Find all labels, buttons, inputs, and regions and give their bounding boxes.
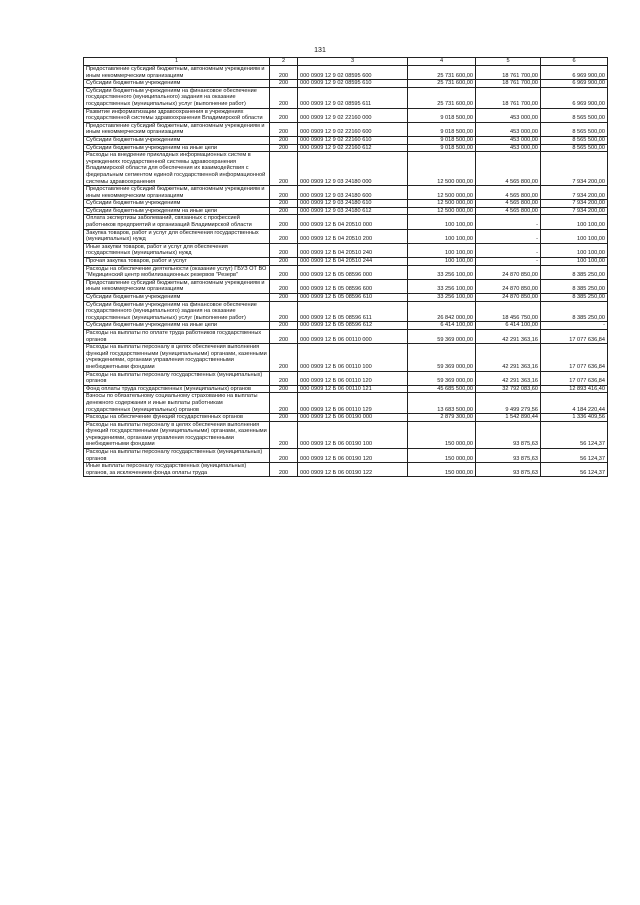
row-classification-code-cell: 000 0909 12 Б 05 08596 600 <box>298 279 408 293</box>
row-classification-code-cell: 000 0909 12 9 02 22160 000 <box>298 108 408 122</box>
row-unexecuted-amount-cell: 100 100,00 <box>541 215 608 229</box>
row-classification-code-cell: 000 0909 12 Б 06 00110 000 <box>298 329 408 343</box>
row-executed-amount-cell: 93 875,63 <box>476 421 541 448</box>
row-classification-code-cell: 000 0909 12 Б 04 20510 240 <box>298 243 408 257</box>
row-classification-code-cell: 000 0909 12 9 02 08595 611 <box>298 87 408 108</box>
row-classification-code-cell: 000 0909 12 Б 06 00190 120 <box>298 449 408 463</box>
row-classification-code-cell: 000 0909 12 9 02 08595 610 <box>298 80 408 88</box>
row-line-code-cell: 200 <box>270 463 298 477</box>
row-line-code-cell: 200 <box>270 229 298 243</box>
row-approved-amount-cell: 25 731 600,00 <box>408 80 476 88</box>
row-line-code-cell: 200 <box>270 279 298 293</box>
table-row <box>84 265 608 279</box>
row-classification-code-cell: 000 0909 12 9 02 08595 600 <box>298 66 408 80</box>
row-approved-amount-cell: 150 000,00 <box>408 449 476 463</box>
table-row <box>84 463 608 477</box>
row-name-cell: Субсидии бюджетным учреждениям на финансовое обеспечение государственного (муниципального) задания на оказание государственных (муниципальных) услуг (выполнение работ) <box>84 301 270 322</box>
row-executed-amount-cell: - <box>476 215 541 229</box>
row-name-cell: Взносы по обязательному социальному страхованию на выплаты денежного содержания и иные выплаты работникам государственных (муниципальных) органов <box>84 393 270 414</box>
row-unexecuted-amount-cell: 100 100,00 <box>541 243 608 257</box>
row-executed-amount-cell: - <box>476 258 541 266</box>
row-unexecuted-amount-cell: 8 565 500,00 <box>541 108 608 122</box>
row-executed-amount-cell: 4 565 800,00 <box>476 152 541 186</box>
table-row <box>84 229 608 243</box>
row-name-cell: Расходы на выплаты персоналу в целях обеспечения выполнения функций государственными (муниципальными) органами, казенными учреждениями, органами управления государственными внебюджетными фондами <box>84 344 270 371</box>
row-name-cell: Предоставление субсидий бюджетным, автономным учреждениям и иным некоммерческим организациям <box>84 122 270 136</box>
row-approved-amount-cell: 45 685 500,00 <box>408 385 476 393</box>
row-line-code-cell: 200 <box>270 329 298 343</box>
table-row <box>84 108 608 122</box>
row-unexecuted-amount-cell: 6 969 900,00 <box>541 80 608 88</box>
row-classification-code-cell: 000 0909 12 Б 06 00110 100 <box>298 344 408 371</box>
row-executed-amount-cell: 6 414 100,00 <box>476 322 541 330</box>
row-executed-amount-cell: 4 565 800,00 <box>476 200 541 208</box>
row-line-code-cell: 200 <box>270 371 298 385</box>
row-executed-amount-cell: 93 875,63 <box>476 463 541 477</box>
row-name-cell: Расходы на выплаты персоналу государственных (муниципальных) органов <box>84 449 270 463</box>
row-executed-amount-cell: 42 291 363,16 <box>476 344 541 371</box>
row-name-cell: Оплата экспертизы заболеваний, связанных с профессией работников предприятий и организаций Владимирской области <box>84 215 270 229</box>
row-executed-amount-cell: 453 000,00 <box>476 122 541 136</box>
row-classification-code-cell: 000 0909 12 Б 04 20510 200 <box>298 229 408 243</box>
table-row <box>84 136 608 144</box>
row-approved-amount-cell: 150 000,00 <box>408 421 476 448</box>
table-row <box>84 393 608 414</box>
table-row <box>84 322 608 330</box>
row-approved-amount-cell: 33 256 100,00 <box>408 279 476 293</box>
row-unexecuted-amount-cell: 8 385 250,00 <box>541 265 608 279</box>
row-approved-amount-cell: 6 414 100,00 <box>408 322 476 330</box>
row-approved-amount-cell: 59 369 000,00 <box>408 329 476 343</box>
row-unexecuted-amount-cell: 7 934 200,00 <box>541 207 608 215</box>
table-row <box>84 207 608 215</box>
row-line-code-cell: 200 <box>270 200 298 208</box>
table-row <box>84 144 608 152</box>
row-line-code-cell: 200 <box>270 144 298 152</box>
table-row <box>84 66 608 80</box>
row-executed-amount-cell: 24 870 850,00 <box>476 265 541 279</box>
table-row <box>84 279 608 293</box>
column-header-4: 4 <box>408 58 476 66</box>
row-classification-code-cell: 000 0909 12 Б 06 00110 129 <box>298 393 408 414</box>
row-approved-amount-cell: 9 018 500,00 <box>408 136 476 144</box>
row-classification-code-cell: 000 0909 12 Б 04 20510 000 <box>298 215 408 229</box>
row-executed-amount-cell: 453 000,00 <box>476 144 541 152</box>
row-executed-amount-cell: 453 000,00 <box>476 108 541 122</box>
row-name-cell: Субсидии бюджетным учреждениям <box>84 80 270 88</box>
row-unexecuted-amount-cell: 56 124,37 <box>541 463 608 477</box>
row-executed-amount-cell: 18 761 700,00 <box>476 80 541 88</box>
row-unexecuted-amount-cell: 4 184 220,44 <box>541 393 608 414</box>
row-classification-code-cell: 000 0909 12 Б 06 00190 100 <box>298 421 408 448</box>
table-row <box>84 80 608 88</box>
row-line-code-cell: 200 <box>270 152 298 186</box>
row-unexecuted-amount-cell: 8 385 250,00 <box>541 301 608 322</box>
row-executed-amount-cell: 32 792 083,60 <box>476 385 541 393</box>
row-unexecuted-amount-cell: 56 124,37 <box>541 421 608 448</box>
row-unexecuted-amount-cell: 100 100,00 <box>541 258 608 266</box>
row-line-code-cell: 200 <box>270 122 298 136</box>
table-row <box>84 258 608 266</box>
column-header-5: 5 <box>476 58 541 66</box>
row-executed-amount-cell: 1 542 890,44 <box>476 414 541 422</box>
row-line-code-cell: 200 <box>270 414 298 422</box>
row-unexecuted-amount-cell: 7 934 200,00 <box>541 200 608 208</box>
table-row <box>84 294 608 302</box>
row-line-code-cell: 200 <box>270 87 298 108</box>
row-classification-code-cell: 000 0909 12 Б 06 00190 000 <box>298 414 408 422</box>
row-unexecuted-amount-cell: 17 077 636,84 <box>541 371 608 385</box>
row-name-cell: Расходы на выплаты по оплате труда работников государственных органов <box>84 329 270 343</box>
row-line-code-cell: 200 <box>270 421 298 448</box>
row-line-code-cell: 200 <box>270 215 298 229</box>
row-name-cell: Предоставление субсидий бюджетным, автономным учреждениям и иным некоммерческим организациям <box>84 279 270 293</box>
table-row <box>84 344 608 371</box>
row-unexecuted-amount-cell: 8 385 250,00 <box>541 279 608 293</box>
row-executed-amount-cell: 9 499 279,56 <box>476 393 541 414</box>
row-name-cell: Расходы на внедрение прикладных информационных систем в учреждениях государственной системы здравоохранения Владимирской области для обеспечения их взаимодействия с федеральным сегментом единой государственной информационной системы здравоохранения <box>84 152 270 186</box>
row-classification-code-cell: 000 0909 12 9 02 22160 610 <box>298 136 408 144</box>
row-unexecuted-amount-cell: 8 385 250,00 <box>541 294 608 302</box>
row-approved-amount-cell: 150 000,00 <box>408 463 476 477</box>
row-line-code-cell: 200 <box>270 243 298 257</box>
row-executed-amount-cell: 453 000,00 <box>476 136 541 144</box>
row-executed-amount-cell: 42 291 363,16 <box>476 329 541 343</box>
row-line-code-cell: 200 <box>270 393 298 414</box>
row-name-cell: Прочая закупка товаров, работ и услуг <box>84 258 270 266</box>
row-line-code-cell: 200 <box>270 344 298 371</box>
row-executed-amount-cell: 42 291 363,16 <box>476 371 541 385</box>
table-row <box>84 449 608 463</box>
row-approved-amount-cell: 9 018 500,00 <box>408 122 476 136</box>
row-approved-amount-cell: 59 369 000,00 <box>408 344 476 371</box>
row-name-cell: Иные выплаты персоналу государственных (муниципальных) органов, за исключением фонда оплаты труда <box>84 463 270 477</box>
row-approved-amount-cell: 12 500 000,00 <box>408 207 476 215</box>
row-approved-amount-cell: 26 842 000,00 <box>408 301 476 322</box>
row-name-cell: Субсидии бюджетным учреждениям <box>84 136 270 144</box>
column-header-1: 1 <box>84 58 270 66</box>
row-executed-amount-cell: - <box>476 243 541 257</box>
row-classification-code-cell: 000 0909 12 Б 06 00190 122 <box>298 463 408 477</box>
row-classification-code-cell: 000 0909 12 Б 04 20510 244 <box>298 258 408 266</box>
row-name-cell: Предоставление субсидий бюджетным, автономным учреждениям и иным некоммерческим организациям <box>84 186 270 200</box>
table-row <box>84 329 608 343</box>
row-executed-amount-cell: 24 870 850,00 <box>476 294 541 302</box>
row-unexecuted-amount-cell: - <box>541 322 608 330</box>
table-header-row <box>84 58 608 66</box>
row-unexecuted-amount-cell: 12 893 416,40 <box>541 385 608 393</box>
row-approved-amount-cell: 100 100,00 <box>408 243 476 257</box>
table-row <box>84 122 608 136</box>
row-classification-code-cell: 000 0909 12 Б 06 00110 121 <box>298 385 408 393</box>
row-approved-amount-cell: 2 879 300,00 <box>408 414 476 422</box>
row-executed-amount-cell: - <box>476 229 541 243</box>
row-name-cell: Расходы на выплаты персоналу в целях обеспечения выполнения функций государственными (муниципальными) органами, казенными учреждениями, органами управления государственными внебюджетными фондами <box>84 421 270 448</box>
row-approved-amount-cell: 100 100,00 <box>408 258 476 266</box>
table-row <box>84 186 608 200</box>
column-header-2: 2 <box>270 58 298 66</box>
row-name-cell: Субсидии бюджетным учреждениям на иные цели <box>84 144 270 152</box>
table-row <box>84 87 608 108</box>
table-body <box>84 66 608 477</box>
row-name-cell: Расходы на выплаты персоналу государственных (муниципальных) органов <box>84 371 270 385</box>
row-approved-amount-cell: 100 100,00 <box>408 215 476 229</box>
row-approved-amount-cell: 25 731 600,00 <box>408 87 476 108</box>
row-unexecuted-amount-cell: 8 565 500,00 <box>541 144 608 152</box>
row-executed-amount-cell: 24 870 850,00 <box>476 279 541 293</box>
row-unexecuted-amount-cell: 8 565 500,00 <box>541 136 608 144</box>
column-header-3: 3 <box>298 58 408 66</box>
row-executed-amount-cell: 18 761 700,00 <box>476 66 541 80</box>
row-approved-amount-cell: 12 500 000,00 <box>408 200 476 208</box>
row-unexecuted-amount-cell: 7 934 200,00 <box>541 152 608 186</box>
row-name-cell: Предоставление субсидий бюджетным, автономным учреждениям и иным некоммерческим организациям <box>84 66 270 80</box>
row-line-code-cell: 200 <box>270 301 298 322</box>
table-row <box>84 371 608 385</box>
row-name-cell: Субсидии бюджетным учреждениям на финансовое обеспечение государственного (муниципального) задания на оказание государственных (муниципальных) услуг (выполнение работ) <box>84 87 270 108</box>
row-unexecuted-amount-cell: 56 124,37 <box>541 449 608 463</box>
row-line-code-cell: 200 <box>270 322 298 330</box>
table-row <box>84 152 608 186</box>
row-name-cell: Расходы на обеспечение функций государственных органов <box>84 414 270 422</box>
row-line-code-cell: 200 <box>270 80 298 88</box>
row-classification-code-cell: 000 0909 12 9 03 24180 612 <box>298 207 408 215</box>
column-header-6: 6 <box>541 58 608 66</box>
row-approved-amount-cell: 9 018 500,00 <box>408 144 476 152</box>
row-approved-amount-cell: 9 018 500,00 <box>408 108 476 122</box>
row-approved-amount-cell: 59 369 000,00 <box>408 371 476 385</box>
budget-execution-table <box>83 57 608 477</box>
row-line-code-cell: 200 <box>270 108 298 122</box>
row-name-cell: Фонд оплаты труда государственных (муниципальных) органов <box>84 385 270 393</box>
row-unexecuted-amount-cell: 6 969 900,00 <box>541 87 608 108</box>
row-approved-amount-cell: 13 683 500,00 <box>408 393 476 414</box>
row-approved-amount-cell: 12 500 000,00 <box>408 186 476 200</box>
table-row <box>84 243 608 257</box>
row-line-code-cell: 200 <box>270 385 298 393</box>
row-executed-amount-cell: 18 761 700,00 <box>476 87 541 108</box>
row-approved-amount-cell: 100 100,00 <box>408 229 476 243</box>
row-executed-amount-cell: 18 456 750,00 <box>476 301 541 322</box>
row-unexecuted-amount-cell: 17 077 636,84 <box>541 329 608 343</box>
page-number: 131 <box>314 47 326 54</box>
row-line-code-cell: 200 <box>270 136 298 144</box>
row-unexecuted-amount-cell: 100 100,00 <box>541 229 608 243</box>
row-name-cell: Субсидии бюджетным учреждениям на иные цели <box>84 207 270 215</box>
table-row <box>84 301 608 322</box>
row-line-code-cell: 200 <box>270 294 298 302</box>
row-unexecuted-amount-cell: 8 565 500,00 <box>541 122 608 136</box>
row-approved-amount-cell: 12 500 000,00 <box>408 152 476 186</box>
table-row <box>84 385 608 393</box>
row-approved-amount-cell: 33 256 100,00 <box>408 265 476 279</box>
row-approved-amount-cell: 25 731 600,00 <box>408 66 476 80</box>
table-row <box>84 414 608 422</box>
row-unexecuted-amount-cell: 17 077 636,84 <box>541 344 608 371</box>
row-unexecuted-amount-cell: 6 969 900,00 <box>541 66 608 80</box>
row-executed-amount-cell: 93 875,63 <box>476 449 541 463</box>
row-executed-amount-cell: 4 565 800,00 <box>476 207 541 215</box>
row-unexecuted-amount-cell: 7 934 200,00 <box>541 186 608 200</box>
row-executed-amount-cell: 4 565 800,00 <box>476 186 541 200</box>
row-classification-code-cell: 000 0909 12 9 03 24180 000 <box>298 152 408 186</box>
row-name-cell: Иные закупки товаров, работ и услуг для обеспечения государственных (муниципальных) нужд <box>84 243 270 257</box>
row-classification-code-cell: 000 0909 12 9 03 24180 600 <box>298 186 408 200</box>
row-line-code-cell: 200 <box>270 186 298 200</box>
row-classification-code-cell: 000 0909 12 Б 05 08596 610 <box>298 294 408 302</box>
row-classification-code-cell: 000 0909 12 9 03 24180 610 <box>298 200 408 208</box>
row-name-cell: Субсидии бюджетным учреждениям <box>84 200 270 208</box>
row-name-cell: Расходы на обеспечение деятельности (оказание услуг) ГБУЗ ОТ ВО "Медицинский центр мобилизационных резервов "Резерв" <box>84 265 270 279</box>
row-approved-amount-cell: 33 256 100,00 <box>408 294 476 302</box>
row-line-code-cell: 200 <box>270 66 298 80</box>
row-classification-code-cell: 000 0909 12 9 02 22160 600 <box>298 122 408 136</box>
row-classification-code-cell: 000 0909 12 Б 06 00110 120 <box>298 371 408 385</box>
row-classification-code-cell: 000 0909 12 Б 05 08596 611 <box>298 301 408 322</box>
row-name-cell: Субсидии бюджетным учреждениям на иные цели <box>84 322 270 330</box>
row-name-cell: Закупка товаров, работ и услуг для обеспечения государственных (муниципальных) нужд <box>84 229 270 243</box>
row-line-code-cell: 200 <box>270 258 298 266</box>
table-row <box>84 215 608 229</box>
row-line-code-cell: 200 <box>270 449 298 463</box>
table-row <box>84 200 608 208</box>
row-line-code-cell: 200 <box>270 265 298 279</box>
row-unexecuted-amount-cell: 1 336 409,56 <box>541 414 608 422</box>
row-line-code-cell: 200 <box>270 207 298 215</box>
row-classification-code-cell: 000 0909 12 Б 05 08596 000 <box>298 265 408 279</box>
table-row <box>84 421 608 448</box>
row-classification-code-cell: 000 0909 12 Б 05 08596 612 <box>298 322 408 330</box>
row-name-cell: Развитие информатизации здравоохранения в учреждениях государственной системы здравоохранения Владимирской области <box>84 108 270 122</box>
row-name-cell: Субсидии бюджетным учреждениям <box>84 294 270 302</box>
row-classification-code-cell: 000 0909 12 9 02 22160 612 <box>298 144 408 152</box>
